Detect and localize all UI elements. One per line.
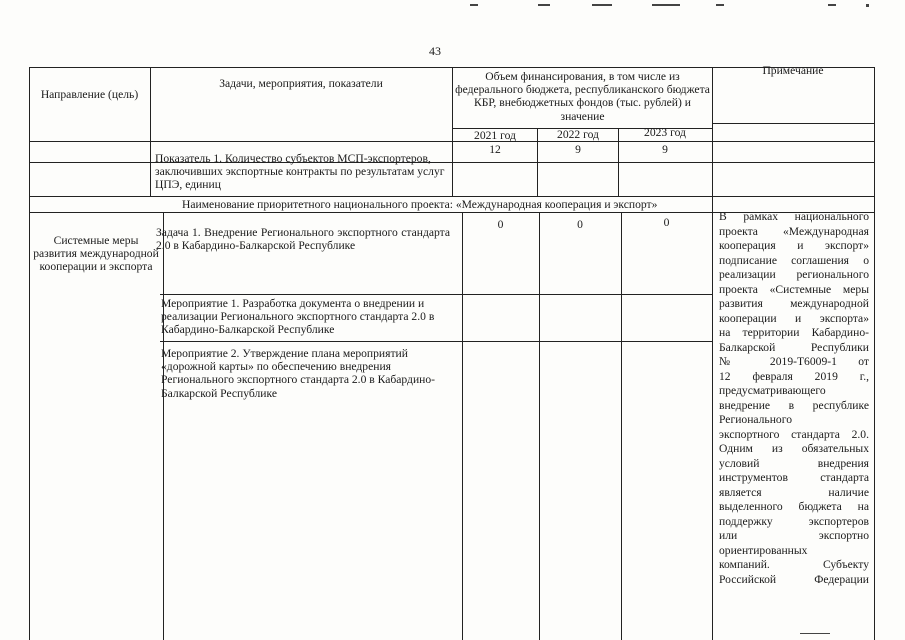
note-line: поддержку экспортеров bbox=[719, 514, 869, 528]
table-col-rule bbox=[462, 212, 463, 640]
task-value-2021: 0 bbox=[497, 218, 504, 231]
header-year-2022: 2022 год bbox=[557, 128, 599, 141]
note-line: В рамках национального bbox=[719, 210, 869, 223]
scan-mark bbox=[800, 633, 830, 634]
header-tasks: Задачи, мероприятия, показатели bbox=[219, 77, 383, 90]
note-line: № 2019-Т6009-1 от bbox=[719, 355, 869, 368]
note-line: развития международной bbox=[719, 297, 869, 310]
note-line: проекта «Международная bbox=[719, 224, 869, 238]
task-value-2023: 0 bbox=[663, 216, 670, 229]
note-line: проекта «Системные меры bbox=[719, 282, 869, 296]
note-line: Российской Федерации bbox=[719, 572, 869, 586]
note-line: 12 февраля 2019 г., bbox=[719, 369, 869, 383]
note-line: или экспортно bbox=[719, 529, 869, 542]
activity-2-text: Мероприятие 2. Утверждение плана мероприятий «дорожной карты» по обеспечению внедрения Регионального экспортного стандарта 2.0 в Кабардино-Балкарской Республике bbox=[161, 347, 436, 400]
table-col-rule bbox=[712, 67, 713, 640]
note-line: компаний. Субъекту bbox=[719, 558, 869, 571]
scan-mark bbox=[538, 4, 550, 6]
scan-mark bbox=[866, 4, 869, 7]
indicator-value-2022: 9 bbox=[575, 143, 581, 156]
table-col-rule bbox=[621, 212, 622, 640]
note-line: ориентированных bbox=[719, 543, 808, 557]
task-value-2022: 0 bbox=[577, 218, 583, 231]
note-line: предусматривающего bbox=[719, 384, 826, 397]
note-line: кооперации и экспорта» bbox=[719, 311, 869, 325]
header-direction: Направление (цель) bbox=[40, 88, 139, 101]
direction-cell: Системные меры развития международной кооперации и экспорта bbox=[33, 234, 159, 274]
note-line: условий внедрения bbox=[719, 456, 869, 470]
header-note: Примечание bbox=[762, 64, 824, 77]
table-col-rule bbox=[539, 212, 540, 640]
note-line: Регионального bbox=[719, 413, 792, 426]
scan-mark bbox=[828, 4, 836, 6]
task-1-text: Задача 1. Внедрение Регионального экспортного стандарта 2.0 в Кабардино-Балкарской Республике bbox=[156, 226, 450, 253]
note-line: подписание соглашения о bbox=[719, 253, 869, 267]
scan-mark bbox=[652, 4, 680, 6]
table-border-left bbox=[29, 67, 30, 640]
indicator-value-2023: 9 bbox=[662, 143, 668, 156]
table-rule bbox=[712, 123, 874, 124]
note-line: выделенного бюджета на bbox=[719, 500, 869, 513]
note-line: Балкарской Республики bbox=[719, 340, 869, 354]
note-line: на территории Кабардино- bbox=[719, 326, 869, 339]
header-year-2023: 2023 год bbox=[644, 126, 686, 139]
indicator-value-2021: 12 bbox=[489, 143, 501, 156]
note-line: инструментов стандарта bbox=[719, 471, 869, 484]
table-col-rule bbox=[163, 212, 164, 640]
indicator-text: Показатель 1. Количество субъектов МСП-экспортеров, заключивших экспортные контракты по результатам услуг ЦПЭ, единиц bbox=[155, 152, 445, 192]
scan-mark bbox=[716, 4, 724, 6]
header-financing: Объем финансирования, в том числе из федерального бюджета, республиканского бюджета КБР, внебюджетных фондов (тыс. рублей) и значение bbox=[455, 70, 710, 123]
activity-1-text: Мероприятие 1. Разработка документа о внедрении и реализации Регионального экспортного стандарта 2.0 в Кабардино-Балкарской Республике bbox=[161, 297, 435, 337]
note-line: является наличие bbox=[719, 485, 869, 499]
page-number: 43 bbox=[429, 44, 441, 58]
scan-mark bbox=[592, 4, 612, 6]
table-rule bbox=[160, 294, 712, 295]
scan-mark bbox=[470, 4, 478, 6]
note-line: кооперация и экспорт» bbox=[719, 239, 869, 252]
note-line: реализации регионального bbox=[719, 268, 869, 281]
table-border-right bbox=[874, 67, 875, 640]
note-line: экспортного стандарта 2.0. bbox=[719, 427, 869, 441]
table-col-rule bbox=[150, 67, 151, 197]
national-project-title: Наименование приоритетного национального проекта: «Международная кооперация и экспорт» bbox=[182, 198, 658, 211]
header-year-2021: 2021 год bbox=[474, 129, 516, 142]
note-line: Одним из обязательных bbox=[719, 442, 869, 455]
table-rule bbox=[160, 341, 712, 342]
note-line: внедрение в республике bbox=[719, 398, 869, 412]
